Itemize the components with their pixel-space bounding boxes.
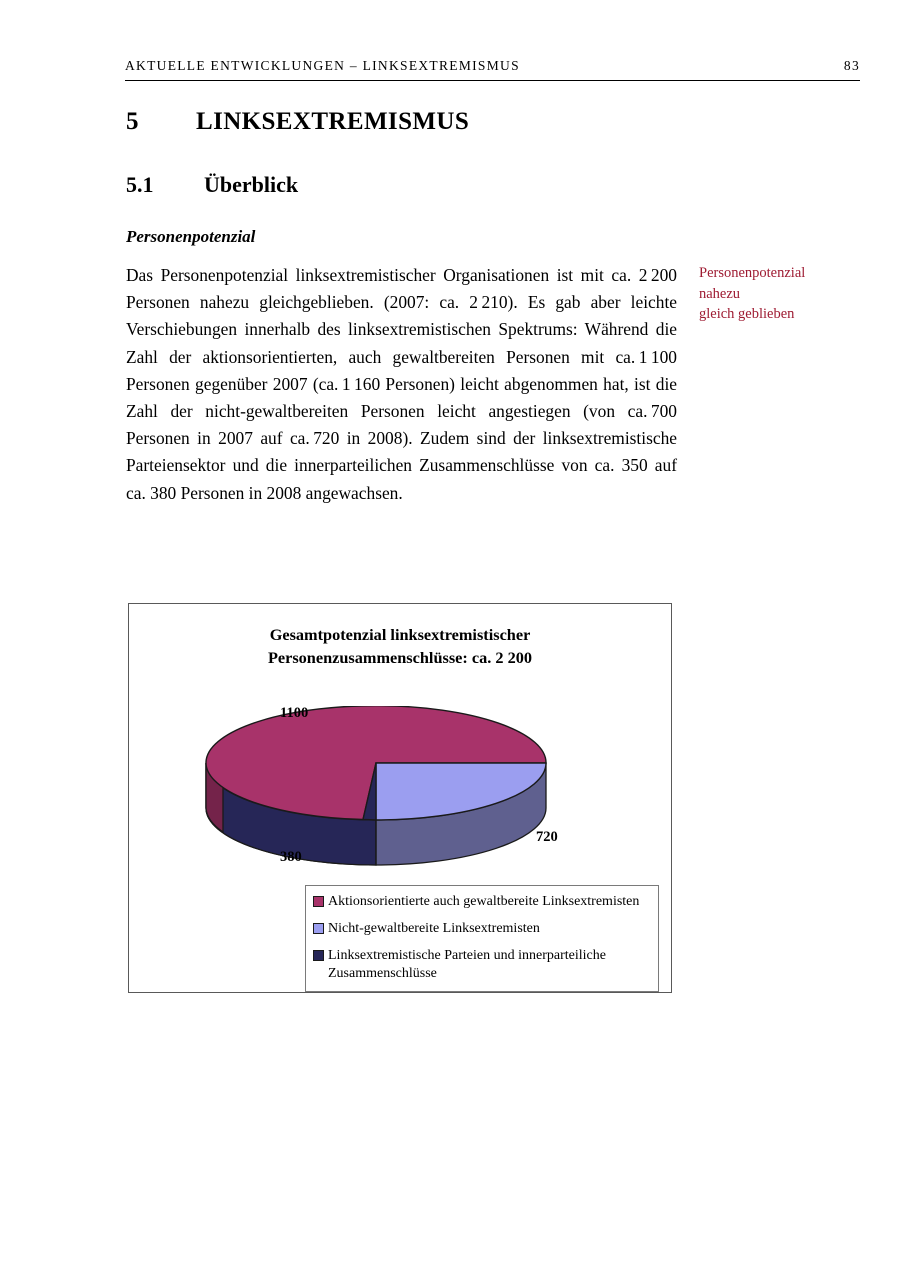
- margin-note-line-1: Personenpotenzial: [699, 265, 806, 281]
- pie-chart-figure: [128, 603, 672, 993]
- legend-item-nicht-gewaltbereite: [313, 920, 651, 938]
- legend-swatch-periwinkle: [313, 923, 324, 934]
- chapter-title: LINKSEXTREMISMUS: [196, 108, 470, 135]
- margin-note-line-2: nahezu: [699, 285, 741, 302]
- running-head: [125, 58, 860, 84]
- body-paragraph: Das Personenpotenzial linksextremistischer Organisationen ist mit ca. 2 200 Personen nahezu gleichgeblieben. (2007: ca. 2 210). Es gab aber leichte Verschiebungen innerhalb des linksextremistischen Spektrums: Während die Zahl der aktionsorientierten, auch gewaltbereiten Personen mit ca. 1 100 Personen gegenüber 2007 (ca. 1 160 Personen) leicht abgenommen hat, ist die Zahl der nicht-gewaltbereiten Personen leicht angestiegen (von ca. 700 Personen in 2007 auf ca. 720 in 2008). Zudem sind der linksextremistische Parteiensektor und die innerparteilichen Zusammenschlüsse von ca. 350 auf ca. 380 Personen in 2008 angewachsen.: [126, 265, 677, 503]
- chart-title-line-2: Personenzusammenschlüsse: ca. 2 200: [267, 648, 533, 667]
- legend-label-parteien-line-1: Linksextremistische Parteien und innerparteiliche: [328, 948, 606, 963]
- margin-note-line-3: gleich geblieben: [699, 306, 795, 322]
- legend-label-parteien-line-2: Zusammenschlüsse: [328, 966, 437, 981]
- pie-svg: [201, 706, 551, 881]
- chapter-heading: [126, 108, 726, 136]
- section-number: 5.1: [126, 172, 154, 197]
- running-head-title: AKTUELLE ENTWICKLUNGEN – LINKSEXTREMISMUS: [125, 58, 520, 73]
- subsection-heading: Personenpotenzial: [126, 227, 256, 246]
- chapter-number: 5: [126, 108, 139, 135]
- pie-data-label-1100: 1100: [280, 705, 309, 721]
- header-divider: [125, 80, 860, 81]
- legend-label-nicht-gewaltbereite: Nicht-gewaltbereite Linksextremisten: [328, 921, 540, 936]
- legend-swatch-navy: [313, 950, 324, 961]
- page-number: 83: [843, 58, 860, 73]
- legend-label-parteien: [328, 947, 606, 983]
- legend-swatch-crimson: [313, 896, 324, 907]
- pie-data-label-720: 720: [536, 829, 558, 845]
- margin-note: [699, 263, 854, 325]
- pie-graphic: [201, 706, 551, 881]
- legend-label-aktionsorientierte: Aktionsorientierte auch gewaltbereite Linksextremisten: [328, 894, 640, 909]
- pie-data-label-380: 380: [280, 849, 302, 865]
- legend-item-aktionsorientierte: [313, 893, 651, 911]
- legend-item-parteien: [313, 947, 651, 983]
- chart-title: [129, 623, 671, 669]
- chart-legend: [305, 885, 659, 992]
- section-heading: [126, 172, 726, 198]
- chart-title-line-1: Gesamtpotenzial linksextremistischer: [269, 625, 531, 644]
- section-title: Überblick: [204, 172, 299, 197]
- body-text: [126, 262, 677, 507]
